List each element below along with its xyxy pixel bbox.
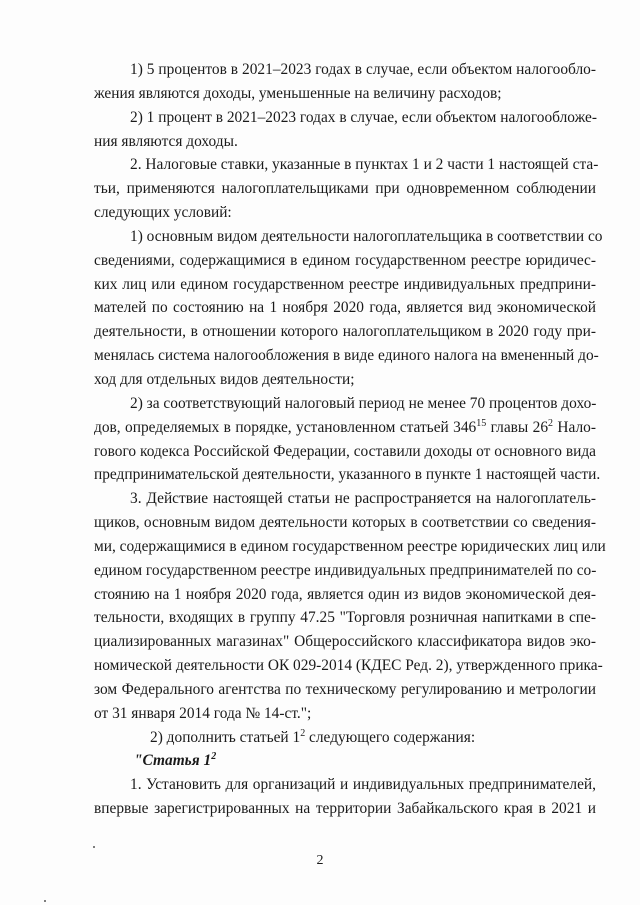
- document-body: [94, 58, 606, 821]
- paragraph-line: 2) 1 процент в 2021–2023 годах в случае, если объектом налогообложе-: [130, 108, 597, 126]
- paragraph-line: мателей по состоянию на 1 ноября 2020 года, является вид экономической: [94, 299, 596, 317]
- paragraph-line: щиков, основным видом деятельности которых в соответствии со сведения-: [94, 514, 596, 532]
- paragraph-line: 1) основным видом деятельности налогоплательщика в соответствии со: [130, 227, 603, 245]
- page-number: 2: [316, 853, 324, 868]
- paragraph-line: 2) за соответствующий налоговый период не менее 70 процентов дохо-: [130, 394, 597, 412]
- paragraph-line: дов, определяемых в порядке, установленном статьей $346^{15}$ главы $26^2$ Нало-: [94, 417, 596, 436]
- paragraph-line: зом Федерального агентства по техническому регулированию и метрологии: [94, 680, 596, 698]
- paragraph-line: 2. Налоговые ставки, указанные в пунктах 1 и 2 части 1 настоящей ста-: [130, 156, 599, 174]
- paragraph-line: тельности, входящих в группу 47.25 "Торговля розничная напитками в спе-: [94, 609, 596, 627]
- paragraph-line: деятельности, в отношении которого налогоплательщиком в 2020 году при-: [94, 323, 596, 341]
- paragraph-line: тьи, применяются налогоплательщиками при одновременном соблюдении: [94, 180, 596, 198]
- paragraph-line: едином государственном реестре индивидуальных предпринимателей по со-: [94, 561, 597, 579]
- article-heading: "Статья $1^2$: [134, 751, 217, 770]
- paragraph-line: гового кодекса Российской Федерации, составили доходы от основного вида: [94, 442, 596, 460]
- scan-speck: [44, 900, 46, 902]
- scan-speck: [93, 846, 95, 848]
- paragraph-line: 2) дополнить статьей $1^2$ следующего содержания:: [150, 727, 476, 746]
- paragraph-line: ход для отдельных видов деятельности;: [94, 370, 355, 388]
- paragraph-line: ния являются доходы.: [94, 132, 238, 150]
- paragraph-line: следующих условий:: [94, 204, 232, 222]
- paragraph-line: стоянию на 1 ноября 2020 года, является один из видов экономической дея-: [94, 585, 596, 603]
- paragraph-line: ми, содержащимися в едином государственном реестре юридических лиц или: [94, 537, 606, 555]
- paragraph-line: циализированных магазинах" Общероссийского классификатора видов эко-: [94, 633, 596, 651]
- paragraph-line: сведениями, содержащимися в едином государственном реестре юридичес-: [94, 251, 596, 269]
- paragraph-line: номической деятельности ОК 029-2014 (КДЕС Ред. 2), утвержденного прика-: [94, 657, 603, 675]
- paragraph-line: менялась система налогообложения в виде единого налога на вмененный до-: [94, 347, 599, 365]
- paragraph-line: ких лиц или едином государственном реестре индивидуальных предприни-: [94, 275, 596, 293]
- paragraph-line: впервые зарегистрированных на территории Забайкальского края в 2021 и: [94, 800, 596, 818]
- paragraph-line: 1. Установить для организаций и индивидуальных предпринимателей,: [130, 776, 596, 794]
- paragraph-line: предпринимательской деятельности, указанного в пункте 1 настоящей части.: [94, 466, 601, 484]
- paragraph-line: от 31 января 2014 года № 14-ст.";: [94, 704, 312, 722]
- paragraph-line: 1) 5 процентов в 2021–2023 годах в случае, если объектом налогообло-: [130, 61, 596, 78]
- paragraph-line: жения являются доходы, уменьшенные на величину расходов;: [94, 84, 502, 102]
- paragraph-line: 3. Действие настоящей статьи не распространяется на налогоплатель-: [130, 490, 596, 508]
